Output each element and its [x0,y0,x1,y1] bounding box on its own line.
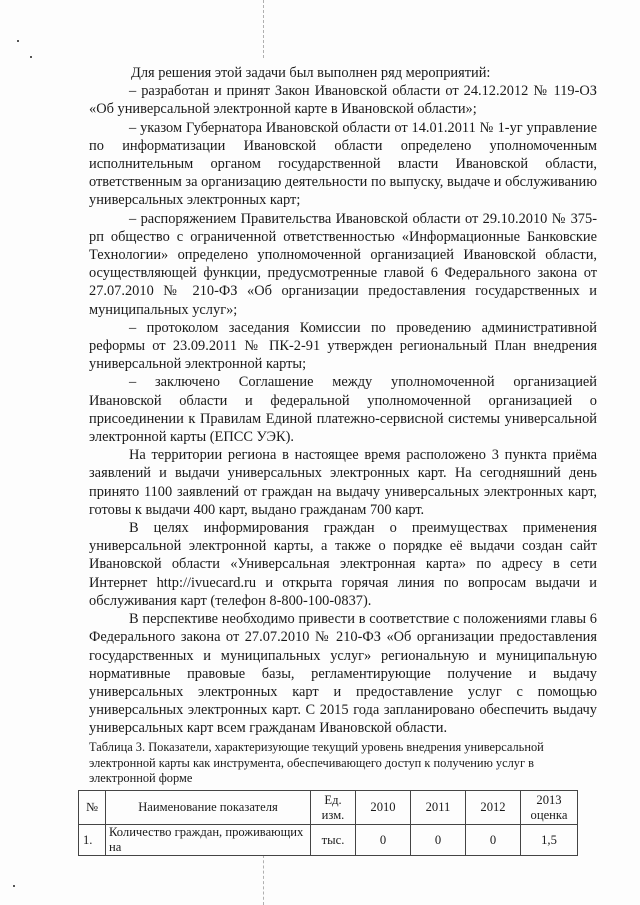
document-body [89,64,597,738]
scan-fold-line [263,0,264,58]
paragraph-territory: На территории региона в настоящее время расположено 3 пункта приёма заявлений и выдачи универсальных электронных карт. На сегодняшний день принято 1100 заявлений от граждан на выдачу универсальных электронных карт, готовы к выдачи 400 карт, выдано гражданам 700 карт. [89,447,597,518]
cell-2013: 1,5 [521,825,578,856]
paragraph-law: – разработан и принят Закон Ивановской области от 24.12.2012 № 119-ОЗ «Об универсальной электронной карте в Ивановской области»; [89,83,597,118]
cell-2010: 0 [356,825,411,856]
paragraph-intro: Для решения этой задачи был выполнен ряд мероприятий: [131,65,491,81]
header-name: Наименование показателя [106,791,311,825]
indicators-table [78,790,578,856]
table-row [79,825,578,856]
scan-speck [17,40,19,42]
table-header-row [79,791,578,825]
cell-num: 1. [79,825,106,856]
cell-2011: 0 [411,825,466,856]
header-num: № [79,791,106,825]
header-2012: 2012 [466,791,521,825]
paragraph-perspective: В перспективе необходимо привести в соответствие с положениями главы 6 Федерального закона от 27.07.2010 № 210-ФЗ «Об организации предоставления государственных и муниципальных услуг» региональную и муниципальную нормативные правовые базы, регламентирующие получение и выдачу универсальных электронных карт и предоставление услуг с помощью универсальных электронных карт. С 2015 года запланировано обеспечить выдачу универсальных карт всем гражданам Ивановской области. [89,611,597,737]
header-unit: Ед. изм. [311,791,356,825]
cell-unit: тыс. [311,825,356,856]
paragraph-protocol: – протоколом заседания Комиссии по проведению административной реформы от 23.09.2011 № ПК-2-91 утвержден региональный План внедрения универсальной электронной карты; [89,319,597,373]
paragraph-decree: – указом Губернатора Ивановской области от 14.01.2011 № 1-уг управление по информатизации Ивановской области определено уполномоченным исполнительным органом государственной власти Ивановской области, ответственным за организацию деятельности по выпуску, выдаче и обслуживанию универсальных электронных карт; [89,119,597,209]
table-caption: Таблица 3. Показатели, характеризующие текущий уровень внедрения универсальной электронной карты как инструмента, обеспечивающего доступ к получению услуг в электронной форме [89,740,544,786]
header-2013: 2013 оценка [521,791,578,825]
scan-speck [30,56,32,58]
scan-fold-line [263,855,264,905]
cell-name: Количество граждан, проживающих на [106,825,311,856]
paragraph-order: – распоряжением Правительства Ивановской области от 29.10.2010 № 375-рп общество с ограниченной ответственностью «Информационные Банковские Технологии» определено уполномоченной организацией Ивановской области, осуществляющей функции, предусмотренные главой 6 Федерального закона от 27.07.2010 № 210-ФЗ «Об организации предоставления государственных и муниципальных услуг»; [89,210,597,318]
paragraph-agreement: – заключено Соглашение между уполномоченной организацией Ивановской области и федеральной уполномоченной организацией о присоединении к Правилам Единой платежно-сервисной системы универсальной электронной карты (ЕПСС УЭК). [89,374,597,446]
header-2011: 2011 [411,791,466,825]
paragraph-informing: В целях информирования граждан о преимуществах применения универсальной электронной карты, а также о порядке её выдачи создан сайт Ивановской области «Универсальная электронная карта» по адресу в сети Интернет http://ivuecard.ru и открыта горячая линия по вопросам выдачи и обслуживания карт (телефон 8-800-100-0837). [89,520,597,609]
header-2010: 2010 [356,791,411,825]
scan-speck [13,885,15,887]
cell-2012: 0 [466,825,521,856]
